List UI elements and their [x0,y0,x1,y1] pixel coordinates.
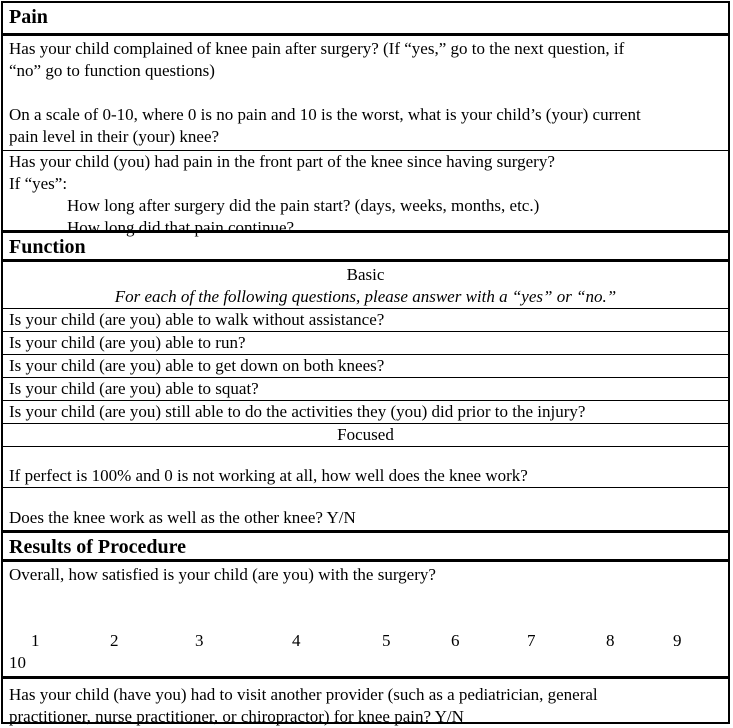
satisfaction-scale [9,630,722,652]
anterior-pain-block [3,150,728,237]
basic-question-text: Is your child (are you) able to walk without assistance? [9,310,385,329]
satisfaction-row [3,559,728,676]
questionnaire-table [1,1,730,724]
basic-question-row [3,400,728,423]
scale-value: 1 [31,631,40,650]
basic-subheader [3,259,728,308]
provider-line2: practitioner, nurse practitioner, or chiropractor) for knee pain? Y/N [9,707,464,726]
other-provider-row [3,676,728,726]
results-section-header [3,530,728,559]
function-title: Function [9,236,86,258]
knee-function-percent-row [3,446,728,487]
pain-q3-sub2: How long did that pain continue? [67,218,295,237]
basic-question-text: Is your child (are you) able to get down on both knees? [9,356,385,375]
pain-q1-line2: “no” go to function questions) [9,61,215,80]
pain-q3-sub1: How long after surgery did the pain start? (days, weeks, months, etc.) [67,196,540,215]
focused-q2-text: Does the knee work as well as the other knee? Y/N [9,508,356,527]
scale-value: 2 [110,631,119,650]
basic-instruction: For each of the following questions, please answer with a “yes” or “no.” [114,287,617,306]
scale-value: 8 [606,631,615,650]
pain-q3-line2: If “yes”: [9,174,68,193]
basic-question-row [3,331,728,354]
satisfaction-question: Overall, how satisfied is your child (are you) with the surgery? [9,565,436,584]
basic-question-row [3,377,728,400]
provider-line1: Has your child (have you) had to visit another provider (such as a pediatrician, general [9,685,598,704]
pain-q2-line1: On a scale of 0-10, where 0 is no pain and 10 is the worst, what is your child’s (your) current [9,105,641,124]
focused-label: Focused [337,425,394,444]
focused-subheader [3,423,728,446]
pain-section-header [3,3,728,33]
pain-q2-line2: pain level in their (your) knee? [9,127,220,146]
pain-title: Pain [9,6,48,28]
focused-q1-text: If perfect is 100% and 0 is not working at all, how well does the knee work? [9,466,528,485]
basic-label: Basic [346,265,385,284]
basic-question-row [3,354,728,377]
basic-question-text: Is your child (are you) able to run? [9,333,246,352]
pain-q3-line1: Has your child (you) had pain in the front part of the knee since having surgery? [9,152,555,171]
knee-comparison-row [3,487,728,530]
basic-question-text: Is your child (are you) still able to do the activities they (you) did prior to the injury? [9,402,586,421]
basic-question-row [3,308,728,331]
scale-value: 6 [451,631,460,650]
function-section-header [3,230,728,259]
results-title: Results of Procedure [9,536,187,558]
scale-value: 4 [292,631,301,650]
pain-question-block [3,33,728,151]
basic-question-text: Is your child (are you) able to squat? [9,379,259,398]
scale-value: 3 [195,631,204,650]
scale-value-10: 10 [9,653,26,672]
pain-q1-line1: Has your child complained of knee pain after surgery? (If “yes,” go to the next question, if [9,39,625,58]
scale-value: 5 [382,631,391,650]
scale-value: 9 [673,631,682,650]
scale-value: 7 [527,631,536,650]
